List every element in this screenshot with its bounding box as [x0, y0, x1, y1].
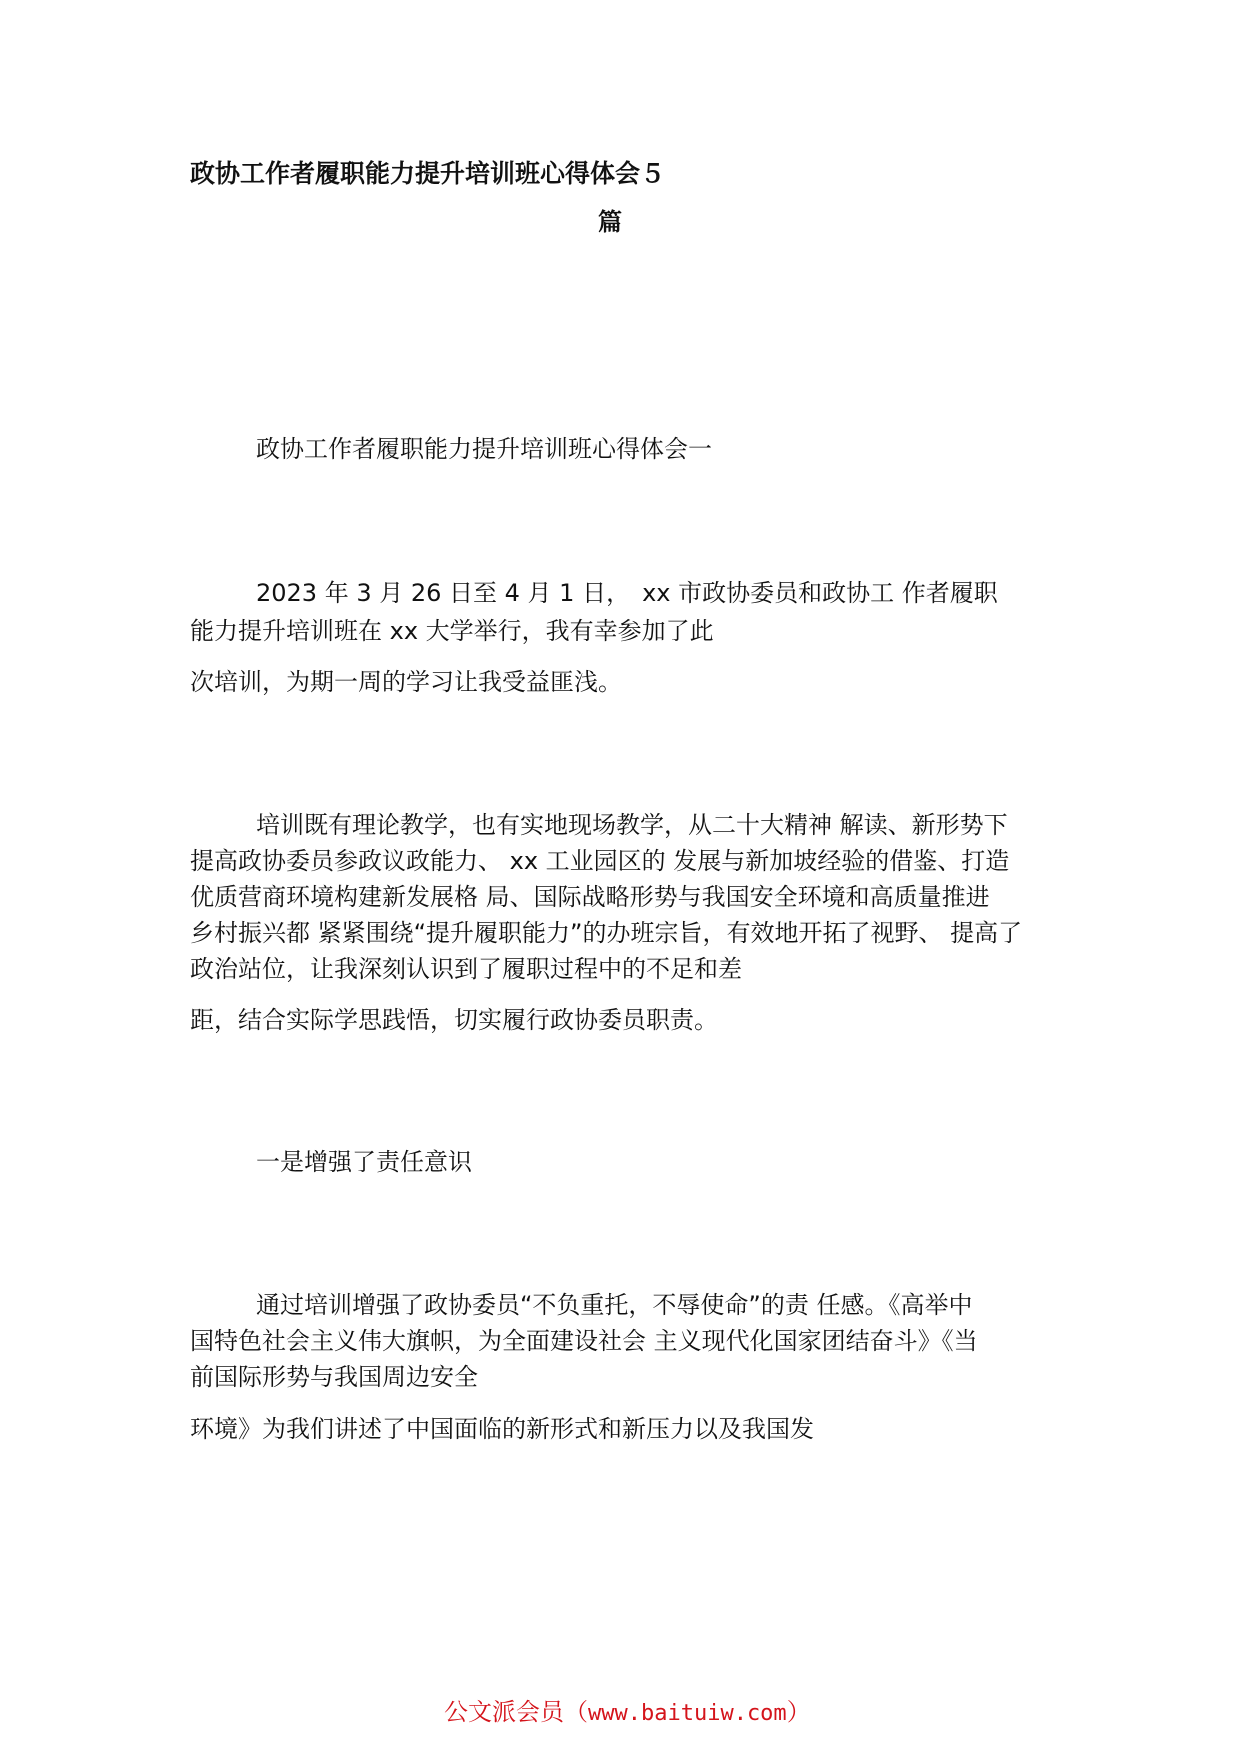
document-title: 政协工作者履职能力提升培训班心得体会５ [190, 159, 666, 188]
paragraph-line: 乡村振兴都 紧紧围绕“提升履职能力”的办班宗旨，有效地开拓了视野、 提高了 [190, 919, 1023, 947]
footer-watermark [444, 1696, 811, 1730]
paragraph-line: 2023 年 3 月 26 日至 4 月 1 日， xx 市政协委员和政协工 作者履职 [256, 579, 998, 607]
paragraph-line: 优质营商环境构建新发展格 局、国际战略形势与我国安全环境和高质量推进 [190, 883, 990, 911]
paragraph-line: 距，结合实际学思践悟，切实履行政协委员职责。 [190, 1006, 718, 1034]
footer-label: 公文派会员（ [444, 1698, 588, 1726]
paragraph-line: 国特色社会主义伟大旗帜，为全面建设社会 主义现代化国家团结奋斗》《当 [190, 1327, 978, 1355]
paragraph-line: 提高政协委员参政议政能力、 xx 工业园区的 发展与新加坡经验的借鉴、打造 [190, 847, 1010, 875]
footer-close: ） [786, 1698, 811, 1726]
paragraph-line: 能力提升培训班在 xx 大学举行，我有幸参加了此 [190, 617, 714, 645]
paragraph-line: 前国际形势与我国周边安全 [190, 1363, 478, 1391]
paragraph-line: 政治站位，让我深刻认识到了履职过程中的不足和差 [190, 955, 742, 983]
paragraph-line: 通过培训增强了政协委员“不负重托，不辱使命”的责 任感。《高举中 [256, 1291, 973, 1319]
paragraph-line: 次培训，为期一周的学习让我受益匪浅。 [190, 668, 622, 696]
sub-heading: 一是增强了责任意识 [256, 1148, 472, 1176]
paragraph-line: 培训既有理论教学，也有实地现场教学，从二十大精神 解读、新形势下 [256, 811, 1008, 839]
section-heading: 政协工作者履职能力提升培训班心得体会一 [256, 435, 712, 463]
document-title-continuation: 篇 [598, 208, 622, 236]
footer-url[interactable]: www.baituiw.com [588, 1701, 787, 1726]
paragraph-line: 环境》为我们讲述了中国面临的新形式和新压力以及我国发 [190, 1415, 814, 1443]
